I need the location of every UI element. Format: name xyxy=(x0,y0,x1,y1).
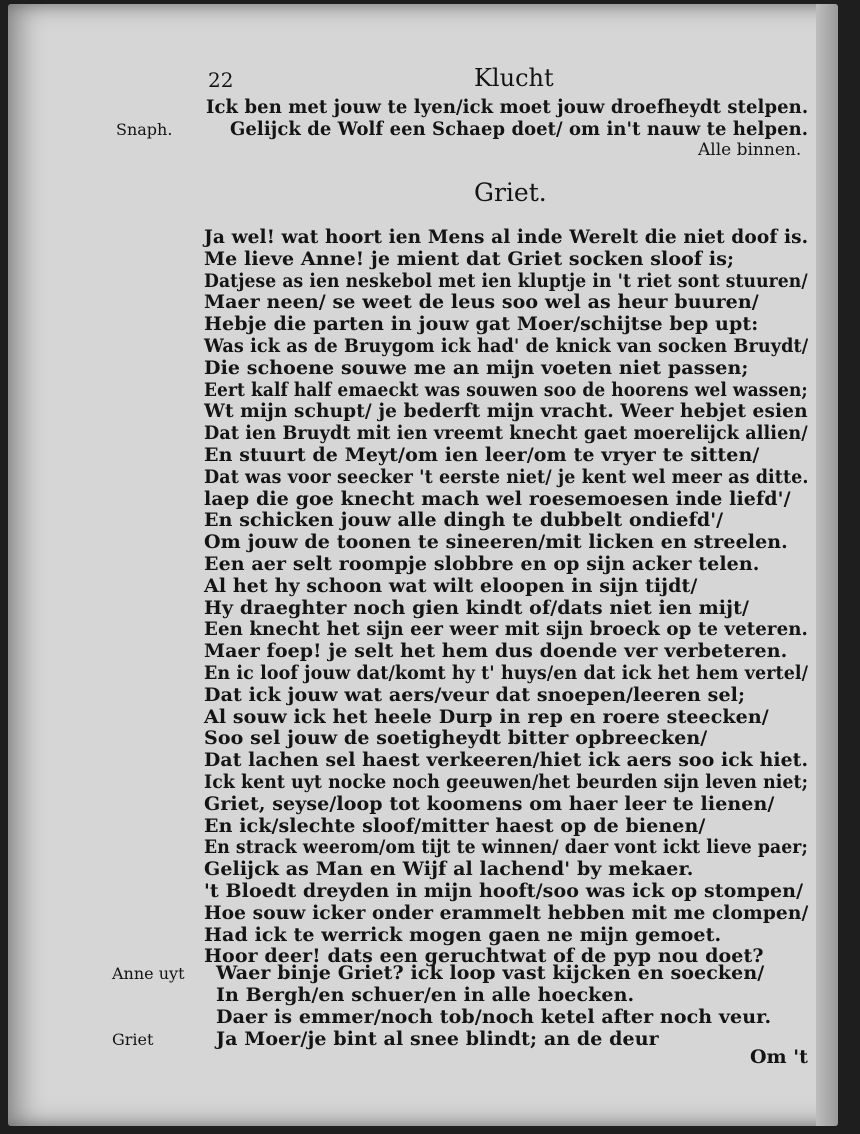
verse-line: Me lieve Anne! je mient dat Griet socken sloof is; xyxy=(204,247,735,270)
verse-line: Hoe souw icker onder erammelt hebben mit me clompen/ xyxy=(204,901,809,924)
verse-line: Dat ick jouw wat aers/veur dat snoepen/leeren sel; xyxy=(204,683,746,706)
verse-line: Eert kalf half emaeckt was souwen soo de hoorens wel wassen; xyxy=(204,378,808,401)
page-edge xyxy=(816,4,838,1126)
verse-line: Ick kent uyt nocke noch geeuwen/het beurden sijn leven niet; xyxy=(204,771,809,793)
speaker-label: Anne uyt xyxy=(112,964,185,983)
verse-line: Had ick te werrick mogen gaen ne mijn gemoet. xyxy=(204,923,722,946)
speaker-label: Snaph. xyxy=(116,120,173,139)
verse-line: Daer is emmer/noch tob/noch ketel after noch veur. xyxy=(216,1006,772,1028)
verse-line: En ick/slechte sloof/mitter haest op de bienen/ xyxy=(204,814,706,837)
verse-line: Al het hy schoon wat wilt eloopen in sijn tijdt/ xyxy=(204,574,698,597)
verse-line: Datjese as ien neskebol met ien kluptje in 't riet sont stuuren/ xyxy=(204,269,808,292)
verse-line: 't Bloedt dreyden in mijn hooft/soo was ick op stompen/ xyxy=(204,880,804,902)
verse-line: Om jouw de toonen te sineeren/mit licken en streelen. xyxy=(204,531,788,554)
page-number: 22 xyxy=(208,68,234,92)
catchword: Om 't xyxy=(750,1046,808,1068)
verse-line: Hoor deer! dats een geruchtwat of de pyp nou doet? xyxy=(204,945,764,968)
verse-line: Dat ien Bruydt mit ien vreemt knecht gaet moerelijck allien/ xyxy=(204,422,808,445)
opening-line: Gelijck de Wolf een Schaep doet/ om in't nauw te helpen. xyxy=(230,118,809,140)
verse-line: Was ick as de Bruygom ick had' de knick van socken Bruydt/ xyxy=(204,335,809,357)
verse-line: Dat was voor seecker 't eerste niet/ je kent wel meer as ditte. xyxy=(204,465,809,488)
verse-line: Een knecht het sijn eer weer mit sijn broeck op te veteren. xyxy=(204,618,808,641)
verse-line: Al souw ick het heele Durp in rep en roere steecken/ xyxy=(204,705,769,728)
book-page xyxy=(8,4,838,1126)
verse-line: Een aer selt roompje slobbre en op sijn acker telen. xyxy=(204,553,760,575)
verse-line: Hy draeghter noch gien kindt of/dats niet ien mijt/ xyxy=(204,596,749,619)
verse-line: Die schoene souwe me an mijn voeten niet passen; xyxy=(204,356,749,379)
speaker-heading: Griet. xyxy=(474,178,547,207)
speaker-label: Griet xyxy=(112,1030,154,1049)
verse-line: Hebje die parten in jouw gat Moer/schijtse bep upt: xyxy=(204,313,759,336)
verse-line: Wt mijn schupt/ je bederft mijn vracht. Weer hebjet esien xyxy=(204,400,808,423)
verse-line: En strack weerom/om tijt te winnen/ daer vont ickt lieve paer; xyxy=(204,836,808,859)
verse-line: En stuurt de Meyt/om ien leer/om te vryer te sitten/ xyxy=(204,444,760,466)
verse-line: Maer neen/ se weet de leus soo wel as heur buuren/ xyxy=(204,291,759,314)
verse-line: Griet, seyse/loop tot koomens om haer leer te lienen/ xyxy=(204,792,775,815)
opening-line: Ick ben met jouw te lyen/ick moet jouw droefheydt stelpen. xyxy=(206,96,809,118)
verse-line: Soo sel jouw de soetigheydt bitter opbreecken/ xyxy=(204,727,708,750)
running-title: Klucht xyxy=(474,64,554,92)
verse-line: Ja Moer/je bint al snee blindt; an de deur xyxy=(216,1028,659,1050)
verse-line: laep die goe knecht mach wel roesemoesen inde liefd'/ xyxy=(204,487,791,510)
verse-line: Gelijck as Man en Wijf al lachend' by mekaer. xyxy=(204,858,694,881)
verse-line: Waer binje Griet? ick loop vast kijcken en soecken/ xyxy=(216,962,765,984)
verse-line: En ic loof jouw dat/komt hy t' huys/en dat ick het hem vertel/ xyxy=(204,662,809,684)
verse-line: Ja wel! wat hoort ien Mens al inde Werelt die niet doof is. xyxy=(204,226,809,248)
verse-line: Maer foep! je selt het hem dus doende ver verbeteren. xyxy=(204,640,788,663)
verse-line: En schicken jouw alle dingh te dubbelt ondiefd'/ xyxy=(204,509,724,532)
verse-line: In Bergh/en schuer/en in alle hoecken. xyxy=(216,984,635,1006)
verse-line: Dat lachen sel haest verkeeren/hiet ick aers soo ick hiet. xyxy=(204,749,809,772)
stage-direction: Alle binnen. xyxy=(698,140,802,160)
